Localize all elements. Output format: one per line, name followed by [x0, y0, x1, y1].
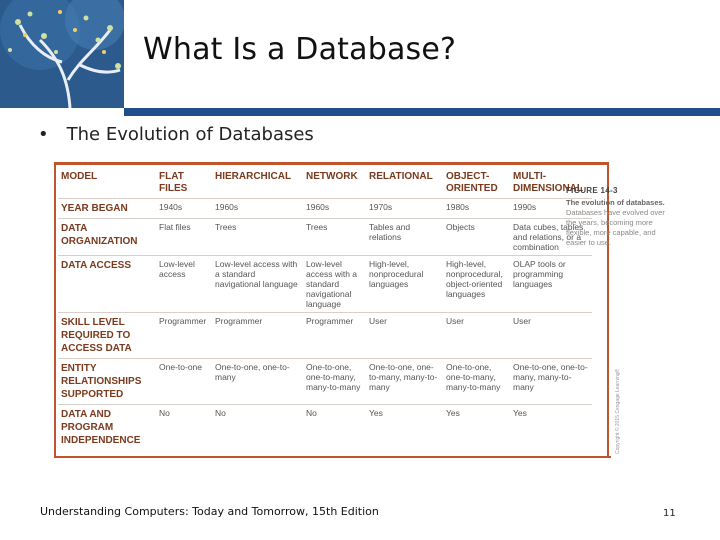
bullet-item: [38, 124, 314, 145]
caption-bold: The evolution of databases.: [566, 198, 665, 207]
copyright-notice: [612, 362, 622, 456]
table-cell: One-to-one, one-to-many, many-to-many: [510, 359, 592, 405]
caption-text: [566, 198, 676, 248]
table-cell: Programmer: [156, 313, 212, 359]
figure-14-3: [54, 162, 614, 460]
column-header: OBJECT-ORIENTED: [443, 168, 510, 199]
slide-footer: Understanding Computers: Today and Tomorrow, 15th Edition: [40, 505, 379, 518]
table-cell: Yes: [366, 405, 443, 451]
column-header: RELATIONAL: [366, 168, 443, 199]
caption-body: Databases have evolved over the years, becoming more flexible, more capable, and easier to use.: [566, 208, 665, 247]
table-cell: User: [443, 313, 510, 359]
page-number: 11: [663, 508, 676, 519]
table-row: [58, 256, 592, 313]
table-cell: High-level, nonprocedural languages: [366, 256, 443, 313]
table-cell: One-to-one, one-to-many: [212, 359, 303, 405]
table-cell: OLAP tools or programming languages: [510, 256, 592, 313]
table-cell: Yes: [443, 405, 510, 451]
row-header: YEAR BEGAN: [58, 199, 156, 219]
column-header: NETWORK: [303, 168, 366, 199]
table-cell: No: [156, 405, 212, 451]
table-cell: 1960s: [212, 199, 303, 219]
table-row: [58, 359, 592, 405]
row-header: SKILL LEVEL REQUIRED TO ACCESS DATA: [58, 313, 156, 359]
column-header: MODEL: [58, 168, 156, 199]
table-row: [58, 199, 592, 219]
row-header: DATA ORGANIZATION: [58, 219, 156, 256]
table-cell: Low-level access with a standard navigational language: [212, 256, 303, 313]
table-cell: Programmer: [303, 313, 366, 359]
table-cell: Low-level access with a standard navigational language: [303, 256, 366, 313]
figure-caption: [566, 186, 676, 248]
header-bar: [124, 108, 720, 116]
table-cell: Objects: [443, 219, 510, 256]
table-cell: 1980s: [443, 199, 510, 219]
table-cell: Tables and relations: [366, 219, 443, 256]
table-cell: Programmer: [212, 313, 303, 359]
row-header: DATA ACCESS: [58, 256, 156, 313]
table-cell: Yes: [510, 405, 592, 451]
table-cell: Low-level access: [156, 256, 212, 313]
caption-label: FIGURE 14-3: [566, 186, 618, 195]
column-header: FLAT FILES: [156, 168, 212, 199]
table-cell: One-to-one, one-to-many, many-to-many: [303, 359, 366, 405]
evolution-table: [58, 168, 592, 450]
table-header-row: [58, 168, 592, 199]
table-cell: Data cubes, tables and relations, or a combination: [510, 219, 592, 256]
table-cell: Trees: [303, 219, 366, 256]
bullet-text: The Evolution of Databases: [66, 124, 314, 145]
table-cell: One-to-one, one-to-many, many-to-many: [443, 359, 510, 405]
table-row: [58, 405, 592, 451]
table-cell: High-level, nonprocedural, object-oriented languages: [443, 256, 510, 313]
table-cell: 1990s: [510, 199, 592, 219]
table-cell: Flat files: [156, 219, 212, 256]
column-header: MULTI-DIMENSIONAL: [510, 168, 592, 199]
column-header: HIERARCHICAL: [212, 168, 303, 199]
table-cell: 1960s: [303, 199, 366, 219]
table-cell: User: [366, 313, 443, 359]
row-header: ENTITY RELATIONSHIPS SUPPORTED: [58, 359, 156, 405]
table-cell: No: [303, 405, 366, 451]
table-row: [58, 219, 592, 256]
bullet-dot: •: [38, 124, 49, 145]
table-cell: Trees: [212, 219, 303, 256]
row-header: DATA AND PROGRAM INDEPENDENCE: [58, 405, 156, 451]
table-cell: No: [212, 405, 303, 451]
table-cell: 1940s: [156, 199, 212, 219]
table-cell: One-to-one: [156, 359, 212, 405]
table-cell: One-to-one, one-to-many, many-to-many: [366, 359, 443, 405]
table-cell: User: [510, 313, 592, 359]
slide-title: What Is a Database?: [143, 32, 457, 67]
tree-logo: [0, 0, 124, 108]
table-row: [58, 313, 592, 359]
table-cell: 1970s: [366, 199, 443, 219]
copyright-text: Copyright © 2015 Cengage Learning®: [615, 368, 621, 454]
figure-top-rule: [54, 162, 609, 165]
